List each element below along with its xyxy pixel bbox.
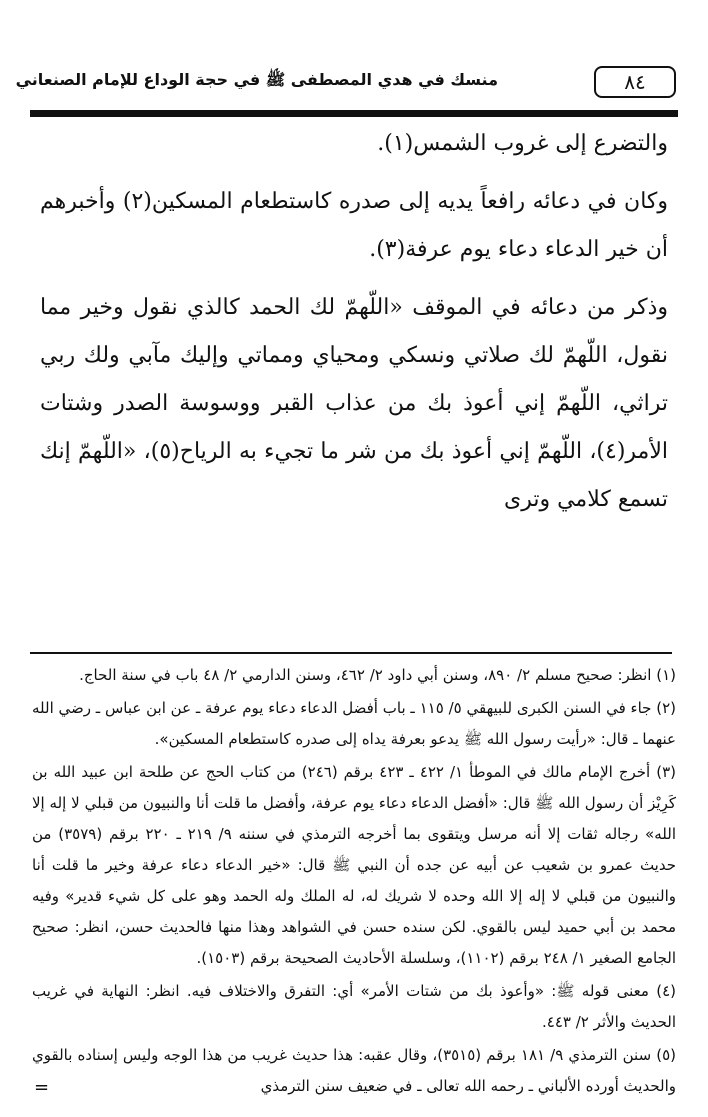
header-rule <box>30 110 678 117</box>
body-paragraph-2: وكان في دعائه رافعاً يديه إلى صدره كاستطعام المسكين(٢) وأخبرهم أن خير الدعاء دعاء يوم عرفة(٣). <box>40 189 668 262</box>
footnote-5: (٥) سنن الترمذي ٩/ ١٨١ برقم (٣٥١٥)، وقال عقبه: هذا حديث غريب من هذا الوجه وليس إسناده بالقوي والحديث أورده الألباني ـ رحمه الله تعالى ـ في ضعيف سنن الترمذي <box>32 1046 677 1095</box>
footnote-1: (١) انظر: صحيح مسلم ٢/ ٨٩٠، وسنن أبي داود ٢/ ٤٦٢، وسنن الدارمي ٢/ ٤٨ باب في سنة الحاج. <box>79 666 676 684</box>
page-header <box>15 66 676 100</box>
footnote-4: (٤) معنى قوله ﷺ: «وأعوذ بك من شتات الأمر» أي: التفرق والاختلاف فيه. انظر: النهاية في غريب الحديث والأثر ٢/ ٤٤٣. <box>32 982 676 1031</box>
footnote-3: (٣) أخرج الإمام مالك في الموطأ ١/ ٤٢٢ ـ ٤٢٣ برقم (٢٤٦) من كتاب الحج عن طلحة ابن عبيد الله بن كَرِيْز أن رسول الله ﷺ قال: «أفضل الدعاء دعاء يوم عرفة، وأفضل ما قلت أنا والنبيون من قبلي لا إله إلا الله» رجاله ثقات إلا أنه مرسل ويتقوى بما أخرجه الترمذي في سننه ٩/ ٢١٩ ـ ٢٢٠ برقم (٣٥٧٩) من حديث عمرو بن شعيب عن أبيه عن جده أن النبي ﷺ قال: «خير الدعاء دعاء عرفة وخير ما قلت أنا والنبيون من قبلي لا إله إلا الله وحده لا شريك له، له الملك وله الحمد وهو على كل شيء قدير» وفيه محمد بن أبي حميد ليس بالقوي. لكن سنده حسن في الشواهد وهذا منها فالحديث حسن، انظر: صحيح الجامع الصغير ١/ ٢٤٨ برقم (١١٠٢)، وسلسلة الأحاديث الصحيحة برقم (١٥٠٣). <box>32 763 676 967</box>
footnotes <box>32 660 676 1104</box>
main-text <box>40 120 668 524</box>
page-number: ٨٤ <box>594 66 676 98</box>
running-title: منسك في هدي المصطفى ﷺ في حجة الوداع للإمام الصنعاني <box>15 70 498 89</box>
continuation-mark: = <box>34 1077 50 1098</box>
body-paragraph-1: والتضرع إلى غروب الشمس(١). <box>377 131 668 156</box>
body-paragraph-3: وذكر من دعائه في الموقف «اللّهمّ لك الحمد كالذي نقول وخير مما نقول، اللّهمّ لك صلاتي ونسكي ومحياي ومماتي وإليك مآبي ولك ربي تراثي، اللّهمّ إني أعوذ بك من عذاب القبر ووسوسة الصدر وشتات الأمر(٤)، اللّهمّ إني أعوذ بك من شر ما تجيء به الرياح(٥)، «اللّهمّ إنك تسمع كلامي وترى <box>40 295 668 512</box>
footnote-2: (٢) جاء في السنن الكبرى للبيهقي ٥/ ١١٥ ـ باب أفضل الدعاء دعاء يوم عرفة ـ عن ابن عباس ـ رضي الله عنهما ـ قال: «رأيت رسول الله ﷺ يدعو بعرفة يداه إلى صدره كاستطعام المسكين». <box>32 699 676 748</box>
footnote-rule <box>30 652 672 654</box>
